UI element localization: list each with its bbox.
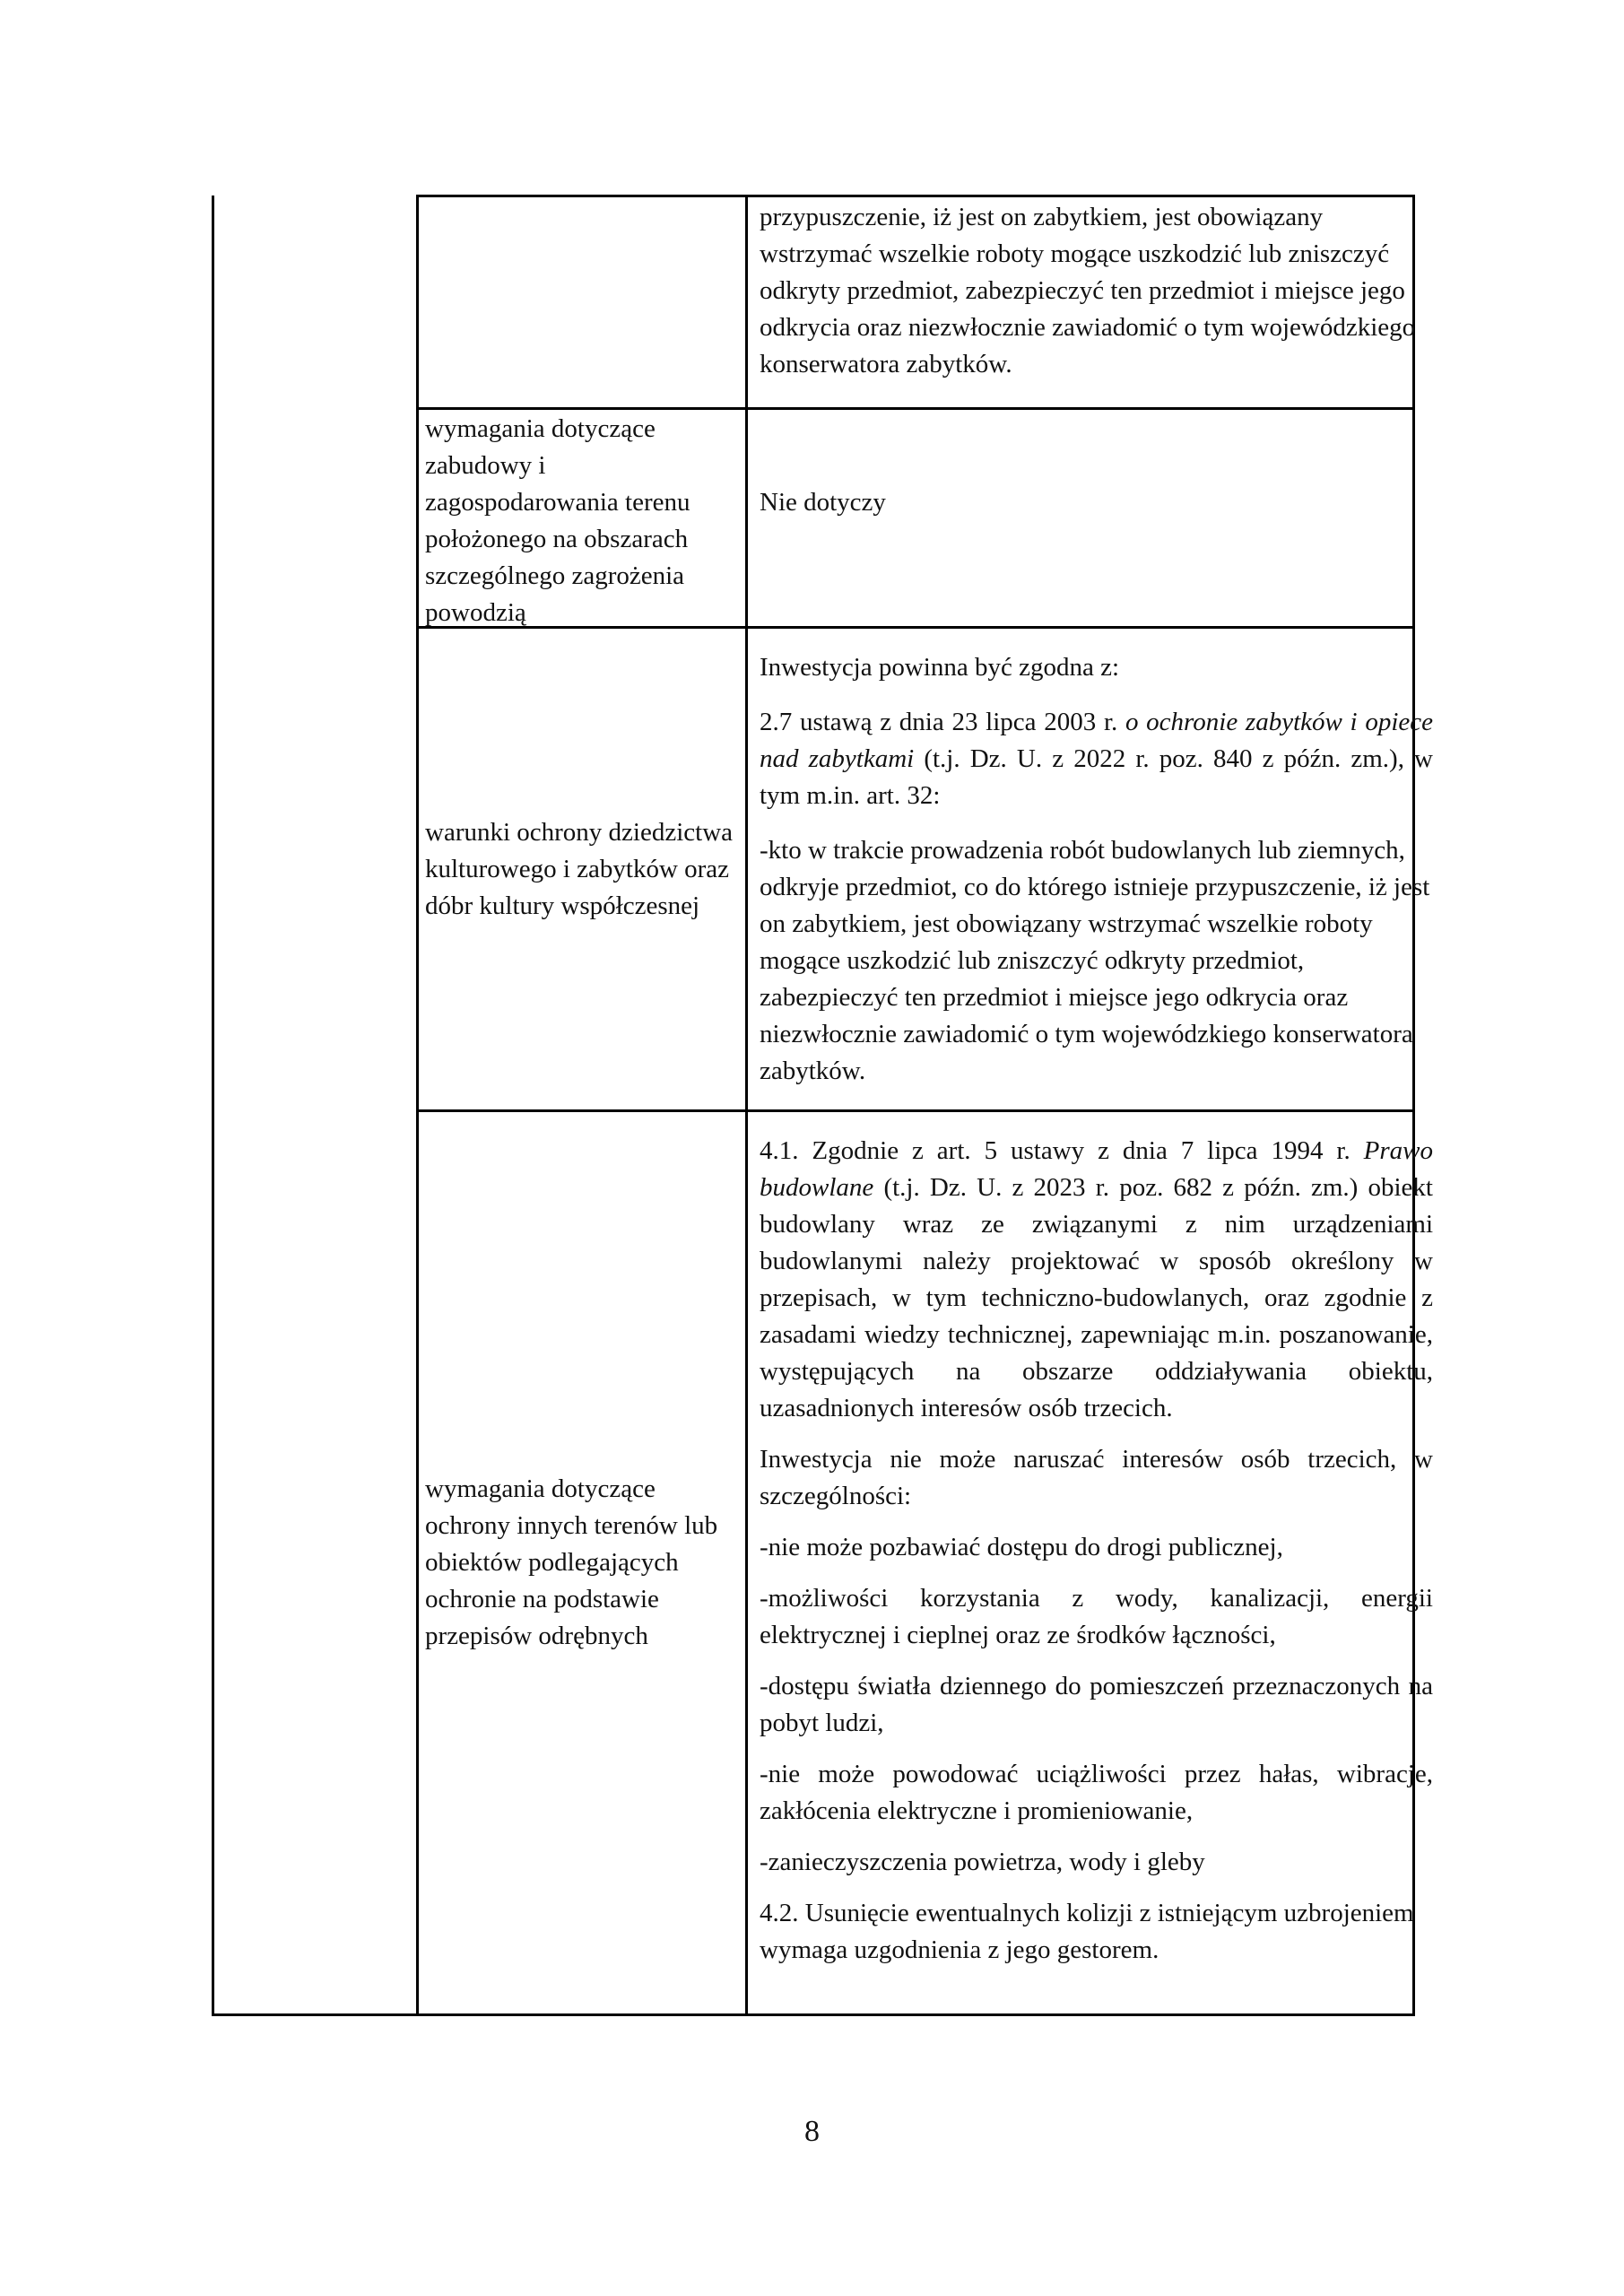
row1-paragraph: przypuszczenie, iż jest on zabytkiem, jest obowiązany wstrzymać wszelkie roboty mogące uszkodzić lub zniszczyć odkryty przedmiot, zabezpieczyć ten przedmiot i miejsce jego odkrycia oraz niezwłocznie zawiadomić o tym wojewódzkiego konserwatora zabytków. (760, 203, 1416, 378)
row4-label (423, 1471, 733, 1655)
row2-label (423, 411, 728, 631)
row1-content (758, 199, 1433, 383)
row-separator-3 (416, 1109, 1415, 1112)
row3-statute-source: (t.j. Dz. U. z 2022 r. poz. 840 z późn. zm.), w tym m.in. art. 32: (760, 744, 1434, 810)
row4-interests-intro: Inwestycja nie może naruszać interesów osób trzecich, w szczególności: (760, 1445, 1433, 1510)
row3-label (423, 814, 755, 925)
row4-statute-title: Prawo budowlane (760, 1136, 1433, 1202)
table-border-col1 (416, 196, 419, 2016)
row-separator-1 (416, 407, 1415, 410)
row4-paragraph-4-2: 4.2. Usunięcie ewentualnych kolizji z istniejącym uzbrojeniem wymaga uzgodnienia z jego gestorem. (760, 1899, 1414, 1964)
row4-label-text: wymagania dotyczące ochrony innych terenów lub obiektów podlegających ochronie na podstawie przepisów odrębnych (425, 1474, 718, 1650)
page-number: 8 (804, 2115, 820, 2148)
row3-statute-ref: 2.7 ustawą z dnia 23 lipca 2003 r. (760, 708, 1118, 736)
row2-content (758, 484, 1433, 521)
row3-statute (760, 704, 1433, 814)
row4-item-road-access: -nie może pozbawiać dostępu do drogi publicznej, (760, 1533, 1283, 1561)
table-border-top (416, 195, 1415, 197)
row4-item-utilities: -możliwości korzystania z wody, kanalizacji, energii elektrycznej i cieplnej oraz ze środków łączności, (760, 1584, 1433, 1649)
row4-item-pollution: -zanieczyszczenia powietrza, wody i gleby (760, 1848, 1205, 1876)
row4-item-daylight: -dostępu światła dziennego do pomieszczeń przeznaczonych na pobyt ludzi, (760, 1672, 1433, 1737)
row2-label-text: wymagania dotyczące zabudowy i zagospodarowania terenu położonego na obszarach szczególnego zagrożenia powodzią (425, 414, 690, 627)
row3-label-text: warunki ochrony dziedzictwa kulturowego i zabytków oraz dóbr kultury współczesnej (425, 818, 734, 920)
row4-statute-text: (t.j. Dz. U. z 2023 r. poz. 682 z późn. zm.) obiekt budowlany wraz ze związanymi z nim urządzeniami budowlanymi należy projektować w sposób określony w przepisach, w tym techniczno-budowlanych, oraz zgodnie z zasadami wiedzy technicznej, zapewniając m.in. poszanowanie, występujących na obszarze oddziaływania obiektu, uzasadnionych interesów osób trzecich. (760, 1173, 1433, 1422)
row4-item-nuisance: -nie może powodować uciążliwości przez hałas, wibracje, zakłócenia elektryczne i promieniowanie, (760, 1760, 1433, 1825)
row4-statute-ref: 4.1. Zgodnie z art. 5 ustawy z dnia 7 lipca 1994 r. (760, 1136, 1350, 1165)
row3-article-text: -kto w trakcie prowadzenia robót budowlanych lub ziemnych, odkryje przedmiot, co do którego istnieje przypuszczenie, iż jest on zabytkiem, jest obowiązany wstrzymać wszelkie roboty mogące uszkodzić lub zniszczyć odkryty przedmiot, zabezpieczyć ten przedmiot i miejsce jego odkrycia oraz niezwłocznie zawiadomić o tym wojewódzkiego konserwatora zabytków. (760, 836, 1430, 1085)
row2-value: Nie dotyczy (760, 488, 886, 517)
row4-paragraph-4-1 (760, 1133, 1433, 1427)
row3-statute-title: o ochronie zabytków i opiece nad zabytkami (760, 708, 1433, 773)
row3-content (758, 649, 1433, 1090)
table-border-col2 (745, 196, 748, 2016)
row4-content (758, 1133, 1433, 1969)
table-border-left (212, 196, 214, 2016)
table-border-bottom (212, 2013, 1415, 2016)
row3-intro: Inwestycja powinna być zgodna z: (760, 653, 1120, 682)
